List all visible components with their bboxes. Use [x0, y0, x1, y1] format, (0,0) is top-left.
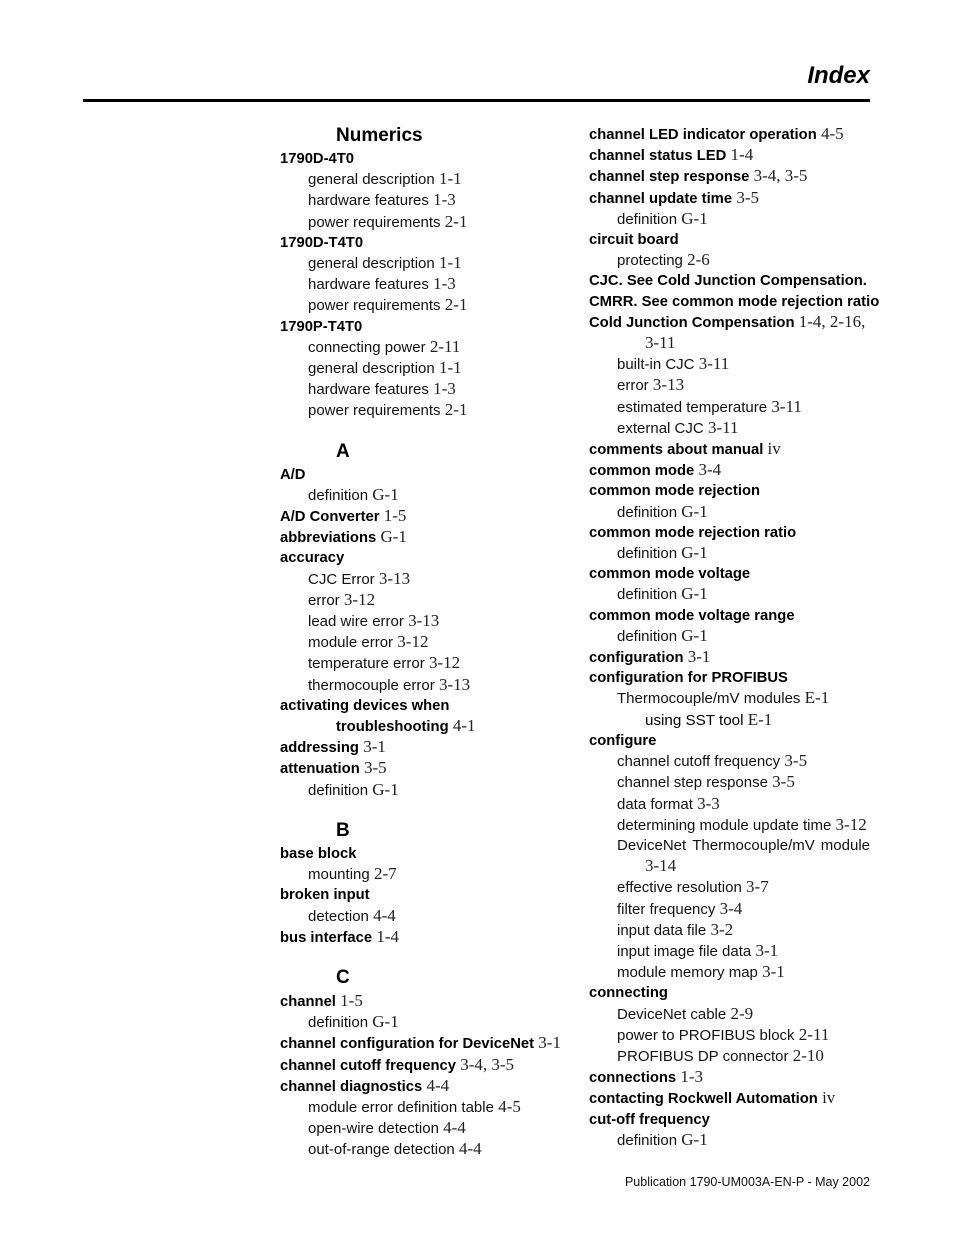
index-entry — [589, 124, 871, 145]
index-entry — [589, 145, 871, 166]
page-reference: G-1 — [681, 543, 708, 563]
index-entry — [589, 1088, 871, 1109]
index-entry — [280, 506, 555, 527]
index-entry — [589, 312, 871, 333]
page-reference: 3-4, 3-5 — [460, 1054, 515, 1074]
index-subentry — [280, 906, 555, 927]
index-term: data format — [617, 795, 693, 813]
index-term: CJC Error — [308, 570, 375, 588]
index-subentry — [280, 864, 555, 885]
page-reference: 3-4, 3-5 — [753, 166, 808, 186]
page-reference: 1-4 — [730, 145, 754, 165]
page-reference: iv — [767, 439, 781, 459]
index-section-heading: C — [336, 966, 350, 988]
index-term: definition — [308, 781, 369, 799]
index-term: accuracy — [280, 550, 345, 567]
index-entry — [280, 758, 555, 779]
page-reference: 3-11 — [698, 354, 730, 374]
index-term: channel cutoff frequency — [280, 1057, 456, 1074]
index-term: definition — [617, 210, 678, 228]
index-term: error — [617, 377, 649, 395]
index-entry — [280, 317, 555, 337]
page-reference: 3-4 — [698, 460, 722, 480]
index-term: estimated temperature — [617, 398, 768, 416]
index-term: definition — [617, 503, 678, 521]
page-reference: 3-12 — [835, 814, 867, 834]
index-subentry — [280, 274, 555, 295]
index-term: out-of-range detection — [308, 1141, 455, 1159]
section-gap — [280, 801, 555, 819]
page-reference: 3-2 — [710, 919, 734, 939]
page-reference: 3-13 — [378, 568, 411, 588]
page-reference: 1-3 — [433, 274, 456, 294]
index-term: input data file — [617, 921, 707, 939]
page-reference: 1-3 — [433, 379, 456, 399]
index-section-heading: B — [336, 819, 350, 841]
page-reference: G-1 — [372, 779, 399, 799]
page-reference: 3-12 — [397, 632, 429, 652]
page-reference: 2-1 — [444, 295, 468, 315]
index-subentry — [280, 780, 555, 801]
page-reference: 1-5 — [383, 506, 407, 526]
index-entry — [589, 731, 871, 751]
index-term: configure — [589, 732, 657, 749]
index-subentry — [280, 590, 555, 611]
index-entry-continuation — [280, 716, 555, 737]
index-subentry — [589, 920, 871, 941]
page-reference: 3-11 — [707, 417, 739, 437]
page-reference: 4-1 — [452, 716, 476, 736]
index-term: definition — [617, 545, 678, 563]
index-term — [617, 836, 870, 856]
index-subentry — [589, 815, 871, 836]
index-entry — [280, 233, 555, 253]
index-column-left — [280, 124, 561, 1161]
index-term-word: module — [820, 836, 870, 854]
index-term: common mode — [589, 463, 695, 480]
page-reference: 3-1 — [538, 1033, 561, 1053]
index-term: protecting — [617, 252, 683, 270]
index-subentry — [589, 250, 871, 271]
index-term: channel LED indicator operation — [589, 127, 817, 143]
index-term: detection — [308, 907, 369, 925]
index-term: PROFIBUS DP connector — [617, 1047, 789, 1065]
index-term: attenuation — [280, 761, 360, 778]
page-reference: 3-5 — [772, 772, 795, 792]
index-entry — [280, 991, 555, 1012]
page-reference: 1-3 — [433, 190, 456, 210]
index-term: cut-off frequency — [589, 1111, 710, 1128]
index-term: Cold Junction Compensation — [589, 314, 795, 331]
index-term: configuration — [589, 650, 684, 667]
index-entry — [589, 1067, 871, 1088]
publication-footer: Publication 1790-UM003A-EN-P - May 2002 — [624, 1175, 870, 1189]
index-term: CMRR. See common mode rejection ratio — [589, 293, 880, 310]
page-reference: 3-14 — [645, 856, 677, 876]
page-reference: 3-1 — [363, 737, 386, 757]
page-reference: 2-11 — [798, 1024, 830, 1044]
index-subentry — [280, 1097, 555, 1118]
index-term-word: Thermocouple/mV — [692, 836, 815, 854]
index-term: definition — [617, 1131, 678, 1149]
page-reference: G-1 — [681, 625, 708, 645]
index-entry — [280, 1076, 555, 1097]
index-section-heading: Numerics — [336, 125, 423, 146]
index-term: common mode voltage range — [589, 607, 795, 624]
index-subentry — [280, 632, 555, 653]
index-subentry — [280, 212, 555, 233]
index-subentry — [589, 836, 871, 856]
index-entry — [280, 548, 555, 568]
index-subentry — [589, 877, 871, 898]
index-term: channel step response — [589, 169, 750, 186]
index-term: module error definition table — [308, 1098, 494, 1116]
page-reference: 1-4 — [376, 926, 400, 946]
index-subentry — [589, 543, 871, 564]
section-gap — [280, 948, 555, 966]
page-reference: 3-5 — [363, 758, 387, 778]
index-subentry — [589, 751, 871, 772]
page-reference: 1-1 — [438, 358, 462, 378]
header-rule — [83, 99, 870, 102]
index-entry — [589, 166, 871, 187]
page-reference: iv — [822, 1088, 836, 1108]
page-reference: 2-9 — [730, 1003, 754, 1023]
index-entry — [280, 527, 555, 548]
page-reference: 1-1 — [438, 253, 462, 273]
page-reference: G-1 — [681, 208, 708, 228]
index-term: common mode rejection ratio — [589, 524, 797, 541]
page-reference: 3-12 — [343, 589, 376, 609]
page-reference: 1-3 — [680, 1067, 704, 1087]
index-entry — [589, 460, 871, 481]
page-reference: G-1 — [380, 527, 407, 547]
page-reference: G-1 — [372, 484, 399, 504]
page-reference: 4-4 — [373, 905, 396, 925]
index-entry — [589, 271, 871, 291]
page-reference: E-1 — [747, 709, 773, 729]
index-subentry — [589, 418, 871, 439]
index-term: hardware features — [308, 192, 429, 210]
index-subentry — [280, 253, 555, 274]
index-entry — [280, 844, 555, 864]
index-term: channel status LED — [589, 148, 727, 165]
index-term: circuit board — [589, 232, 679, 249]
index-entry — [280, 737, 555, 758]
index-term: built-in CJC — [617, 356, 695, 374]
index-term: connecting power — [308, 338, 426, 356]
index-subentry — [589, 626, 871, 647]
index-subentry — [280, 295, 555, 316]
index-subentry — [280, 190, 555, 211]
index-term: power requirements — [308, 402, 441, 420]
page-reference: G-1 — [681, 501, 708, 521]
page-reference: G-1 — [681, 1129, 708, 1149]
index-term: A/D Converter — [280, 509, 380, 526]
index-term: general description — [308, 255, 435, 273]
index-term: temperature error — [308, 655, 425, 673]
index-term: module error — [308, 634, 394, 652]
page-reference: 3-1 — [762, 962, 785, 982]
index-subentry — [280, 169, 555, 190]
index-term: bus interface — [280, 929, 373, 946]
index-section-heading: A — [336, 440, 350, 462]
index-entry-continuation — [589, 333, 871, 354]
index-entry — [280, 149, 555, 169]
index-term: DeviceNet cable — [617, 1005, 727, 1023]
page-reference: 3-3 — [697, 793, 720, 813]
index-term: definition — [308, 1014, 369, 1032]
index-subentry — [589, 375, 871, 396]
index-term: connections — [589, 1070, 677, 1087]
page-reference: 4-4 — [459, 1139, 482, 1159]
index-entry — [280, 696, 555, 716]
index-subentry — [280, 569, 555, 590]
page-reference: 2-6 — [687, 250, 710, 270]
index-term: troubleshooting — [336, 719, 449, 736]
index-entry — [280, 465, 555, 485]
index-subentry — [589, 1004, 871, 1025]
index-entry — [589, 564, 871, 584]
index-entry — [280, 1055, 555, 1076]
page-reference: 3-11 — [771, 396, 802, 416]
index-term: CJC. See Cold Junction Compensation. — [589, 273, 867, 290]
index-subentry — [589, 962, 871, 983]
index-entry — [589, 1110, 871, 1130]
index-subentry — [589, 354, 871, 375]
page-reference: G-1 — [681, 584, 708, 604]
index-subentry — [589, 688, 871, 709]
index-term: activating devices when — [280, 697, 450, 714]
page-reference: 3-5 — [736, 187, 759, 207]
index-term: comments about manual — [589, 442, 764, 459]
index-subentry — [280, 1139, 555, 1160]
index-entry-continuation — [589, 710, 871, 731]
index-term: definition — [617, 627, 678, 645]
index-entry — [589, 188, 871, 209]
index-term: power requirements — [308, 297, 441, 315]
index-subentry — [280, 400, 555, 421]
page-reference: 1-5 — [340, 990, 363, 1010]
index-entry — [589, 523, 871, 543]
index-term: hardware features — [308, 276, 429, 294]
index-term: channel diagnostics — [280, 1078, 423, 1095]
index-term: input image file data — [617, 942, 752, 960]
index-subentry — [589, 772, 871, 793]
index-subentry — [280, 1118, 555, 1139]
index-entry — [589, 668, 871, 688]
index-term: channel cutoff frequency — [617, 753, 781, 771]
index-subentry — [280, 653, 555, 674]
index-subentry — [589, 941, 871, 962]
index-term: connecting — [589, 985, 668, 1002]
page-reference: 3-12 — [428, 653, 461, 673]
page-reference: 2-1 — [444, 211, 468, 231]
index-term: thermocouple error — [308, 676, 435, 694]
index-term: lead wire error — [308, 613, 404, 631]
index-term: power requirements — [308, 213, 441, 231]
index-term: configuration for PROFIBUS — [589, 670, 788, 687]
index-subentry — [280, 611, 555, 632]
index-term: 1790D-T4T0 — [280, 234, 364, 251]
index-term: addressing — [280, 740, 359, 757]
index-subentry — [589, 899, 871, 920]
page-reference: 4-4 — [426, 1075, 450, 1095]
index-term-word: DeviceNet — [617, 836, 687, 854]
index-subentry — [589, 397, 871, 418]
page-reference: 3-4 — [719, 898, 743, 918]
page-reference: 3-5 — [784, 751, 808, 771]
section-gap — [280, 422, 555, 440]
index-term: contacting Rockwell Automation — [589, 1091, 818, 1108]
index-subentry — [280, 1012, 555, 1033]
page-reference: 4-5 — [820, 124, 844, 143]
index-column-right — [589, 124, 880, 1151]
index-term: external CJC — [617, 419, 704, 437]
index-subentry — [280, 379, 555, 400]
index-term: channel configuration for DeviceNet — [280, 1036, 535, 1053]
index-term: common mode rejection — [589, 483, 761, 500]
index-term: effective resolution — [617, 879, 742, 897]
page-reference: 3-13 — [408, 611, 440, 631]
index-entry — [280, 1033, 561, 1054]
page-reference: 2-1 — [444, 400, 468, 420]
index-entry-continuation — [589, 856, 871, 877]
index-term: broken input — [280, 887, 370, 904]
index-term: Thermocouple/mV modules — [617, 690, 801, 708]
index-term: 1790D-4T0 — [280, 151, 355, 167]
page-reference: 3-11 — [645, 333, 676, 353]
index-term: channel — [280, 993, 336, 1010]
page-reference: 3-1 — [755, 940, 779, 960]
index-term: determining module update time — [617, 816, 832, 834]
index-term: channel update time — [589, 190, 733, 207]
index-entry — [589, 647, 871, 668]
index-term: abbreviations — [280, 530, 377, 547]
page-title: Index — [807, 62, 870, 89]
page-reference: 3-7 — [746, 877, 769, 897]
index-term: open-wire detection — [308, 1120, 439, 1138]
index-subentry — [589, 1025, 871, 1046]
index-subentry — [589, 794, 871, 815]
page-reference: E-1 — [804, 688, 830, 708]
page-reference: 4-4 — [443, 1118, 466, 1138]
index-term: channel step response — [617, 774, 768, 792]
index-term: error — [308, 591, 340, 609]
index-term: general description — [308, 360, 435, 378]
index-subentry — [589, 502, 871, 523]
index-entry — [589, 292, 880, 312]
index-term: general description — [308, 171, 435, 189]
page-reference: 4-5 — [498, 1096, 521, 1116]
index-entry — [589, 230, 871, 250]
page-reference: 3-13 — [438, 674, 471, 694]
page-reference: 3-13 — [652, 375, 685, 395]
page-reference: 2-11 — [429, 336, 461, 356]
index-entry — [589, 481, 871, 501]
index-term: definition — [308, 486, 369, 504]
page-reference: 1-4, 2-16, — [798, 311, 866, 331]
index-subentry — [589, 1130, 871, 1151]
index-term: hardware features — [308, 381, 429, 399]
index-entry — [280, 927, 555, 948]
index-entry — [589, 606, 871, 626]
index-subentry — [589, 1046, 871, 1067]
page-reference: 3-1 — [687, 647, 711, 667]
page-reference: 2-7 — [373, 864, 397, 884]
index-subentry — [280, 485, 555, 506]
index-term: power to PROFIBUS block — [617, 1026, 795, 1044]
page-reference: 1-1 — [438, 169, 462, 189]
index-subentry — [280, 337, 555, 358]
page-reference: 2-10 — [792, 1045, 824, 1065]
index-entry — [589, 439, 871, 460]
index-term: base block — [280, 845, 357, 862]
index-term: A/D — [280, 466, 306, 483]
index-term: filter frequency — [617, 900, 716, 918]
index-subentry — [280, 358, 555, 379]
index-term: 1790P-T4T0 — [280, 318, 363, 335]
index-subentry — [589, 209, 871, 230]
index-term: mounting — [308, 866, 370, 884]
index-term: using SST tool — [645, 711, 744, 729]
index-subentry — [280, 675, 555, 696]
index-term: common mode voltage — [589, 566, 751, 583]
index-term: definition — [617, 586, 678, 604]
index-subentry — [589, 584, 871, 605]
index-entry — [280, 885, 555, 905]
index-term: module memory map — [617, 964, 758, 982]
page-reference: G-1 — [372, 1012, 399, 1032]
index-entry — [589, 983, 871, 1003]
